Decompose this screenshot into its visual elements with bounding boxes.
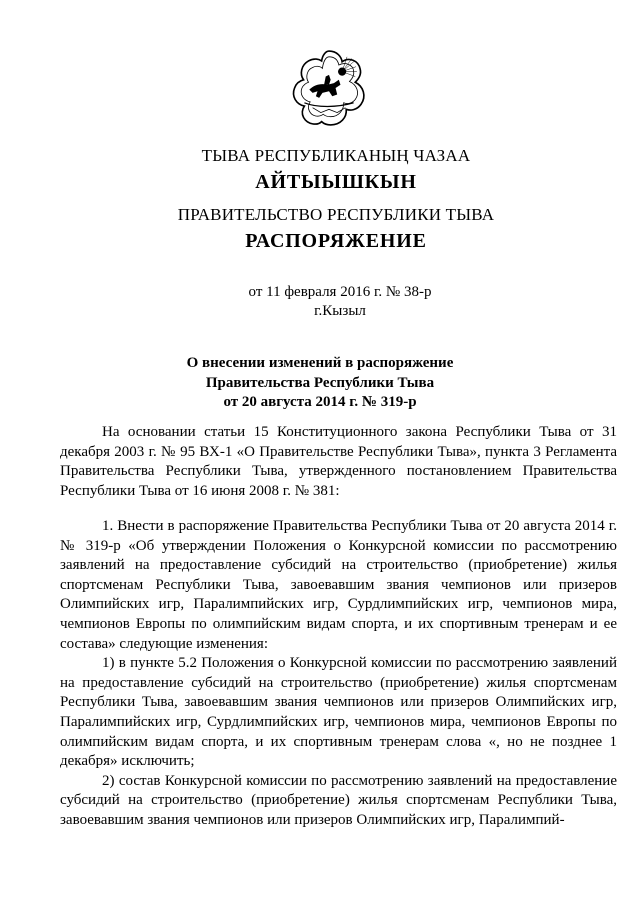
government-name-tyva: ТЫВА РЕСПУБЛИКАНЫҢ ЧАЗАА [201,146,471,165]
subitem-2-paragraph: 2) состав Конкурсной комиссии по рассмотрению заявлений на предоставление субсидий на строительство (приобретение) жилья спортсменам Республики Тыва, завоевавшим звания чемпионов или призеров Олимпийских игр, Паралимпий- [60,772,617,828]
document-type-ru: РАСПОРЯЖЕНИЕ [245,230,427,252]
preamble-paragraph: На основании статьи 15 Конституционного закона Республики Тыва от 31 декабря 2003 г. № 95 ВХ-1 «О Правительстве Республики Тыва», пункта 3 Регламента Правительства Республики Тыва, утвержденного постановлением Правительства Республики Тыва от 16 июня 2008 г. № 381: [60,424,617,499]
coat-of-arms-emblem [288,47,370,129]
preamble-block [60,423,617,501]
title-line-3: от 20 августа 2014 г. № 319-р [223,394,417,410]
document-type-tyva: АЙТЫЫШКЫН [255,171,417,193]
document-city: г.Кызыл [314,303,366,319]
title-line-2: Правительства Республики Тыва [205,374,435,391]
government-name-ru: ПРАВИТЕЛЬСТВО РЕСПУБЛИКИ ТЫВА [177,205,495,224]
subitem-1-paragraph: 1) в пункте 5.2 Положения о Конкурсной комиссии по рассмотрению заявлений на предоставление субсидий на строительство (приобретение) жилья спортсменам Республики Тыва, завоевавшим звания чемпионов или призеров Олимпийских игр, Паралимпийских игр, Сурдлимпийских игр, чемпионов мира, чемпионов Европы по олимпийским видам спорта, и их спортивным тренерам слова «, но не позднее 1 декабря» исключить; [60,655,617,770]
title-line-1: О внесении изменений в распоряжение [186,355,454,371]
items-block [60,517,617,831]
item-1-paragraph: 1. Внести в распоряжение Правительства Республики Тыва от 20 августа 2014 г. № 319-р «Об утверждении Положения о Конкурсной комиссии по рассмотрению заявлений на предоставление субсидий на строительство (приобретение) жилья спортсменам Республики Тыва, завоевавшим звания чемпионов или призеров Олимпийских игр, Паралимпийских игр, Сурдлимпийских игр, чемпионов мира, чемпионов Европы по олимпийским видам спорта, и их спортивным тренерам и ее состава» следующие изменения: [60,518,617,652]
document-date-number: от 11 февраля 2016 г. № 38-р [248,284,432,300]
document-title [0,354,640,413]
